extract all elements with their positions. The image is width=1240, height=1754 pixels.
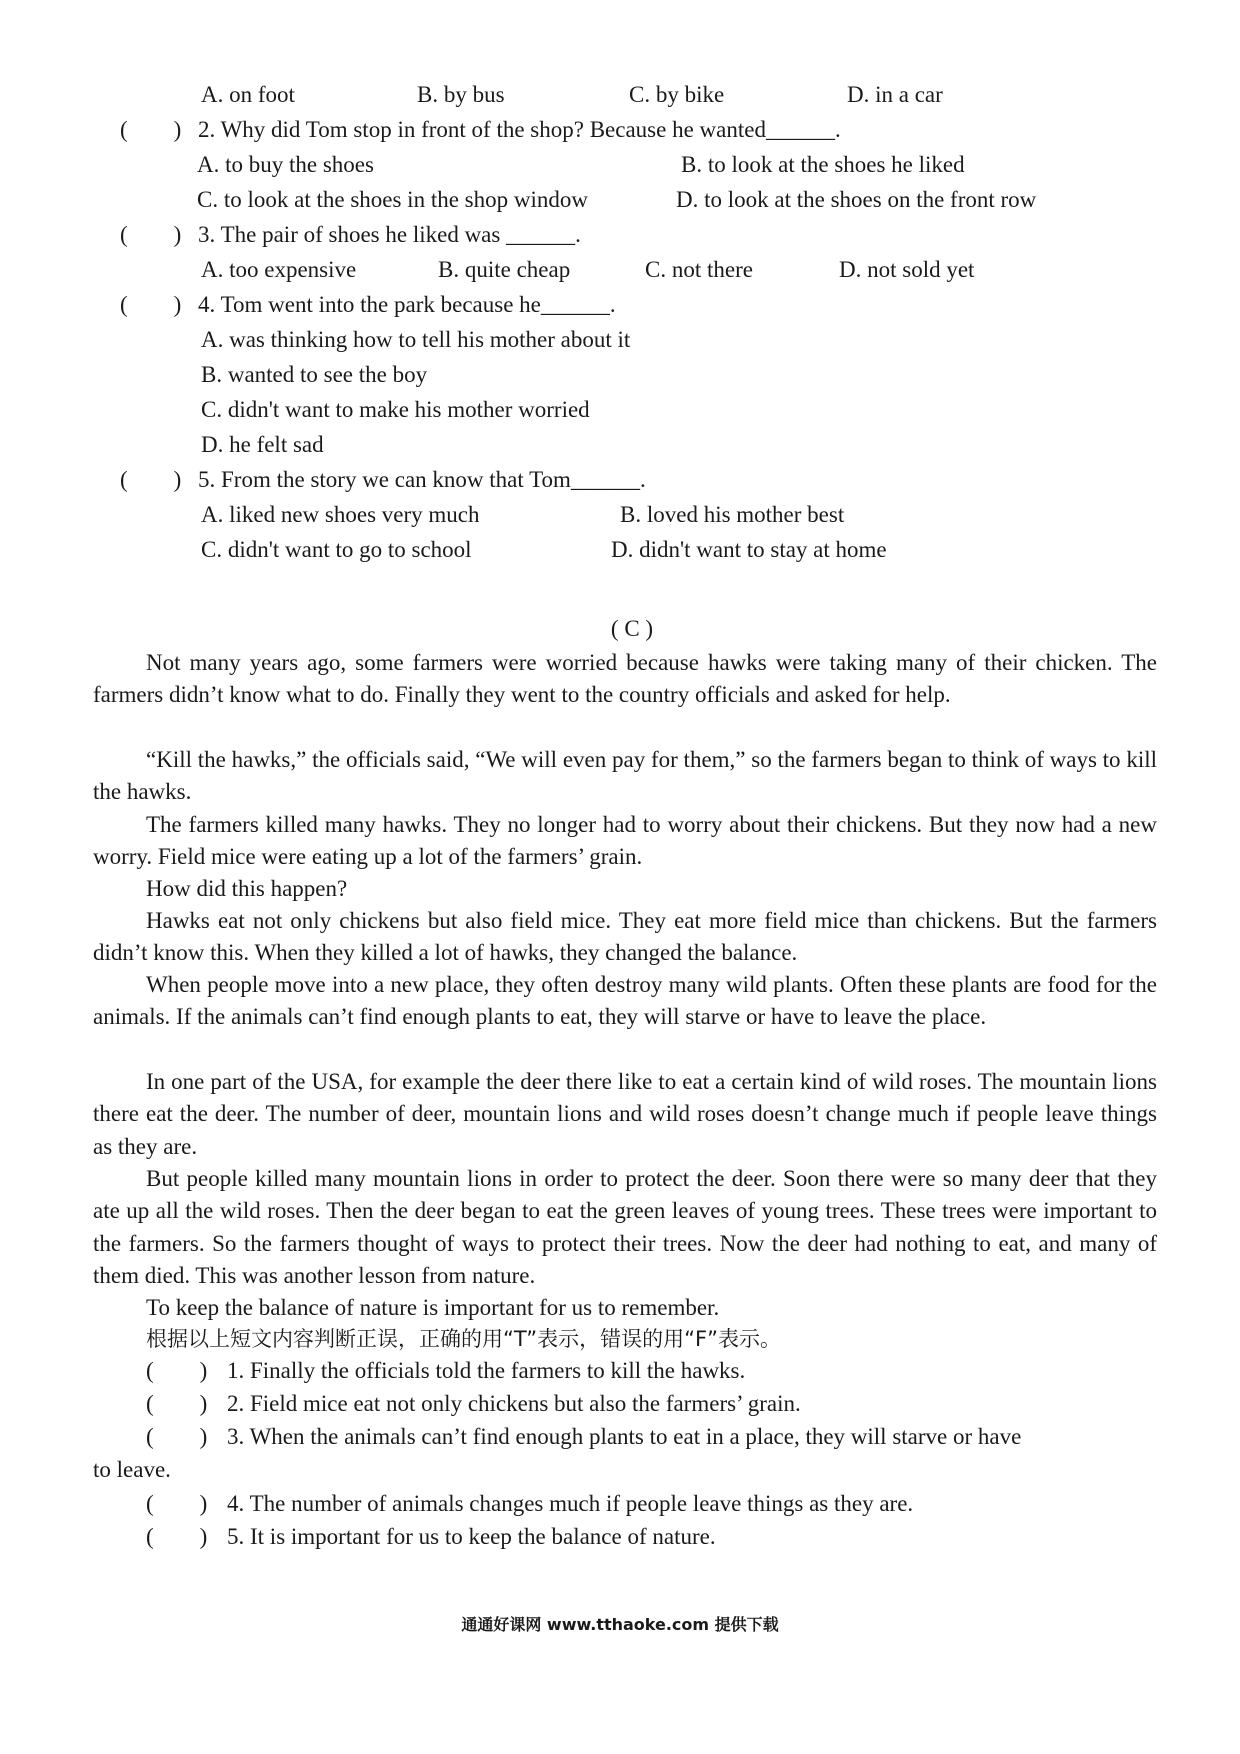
q4-answer-blank[interactable]: ( ) [120, 292, 182, 317]
q5-option-b: B. loved his mother best [620, 502, 845, 527]
tf5-answer-blank[interactable]: ( ) [146, 1524, 208, 1549]
q2-stem: 2. Why did Tom stop in front of the shop? Because he wanted______. [198, 117, 841, 142]
tf-statement-3: 3. When the animals can’t find enough plants to eat in a place, they will starve or have [227, 1424, 1022, 1449]
tf3-answer-blank[interactable]: ( ) [146, 1424, 208, 1449]
q2-option-a: A. to buy the shoes [197, 152, 374, 177]
tf4-answer-blank[interactable]: ( ) [146, 1491, 208, 1516]
page-footer: 通通好课网 www.tthaoke.com 提供下载 [461, 1615, 779, 1634]
q5-option-c: C. didn't want to go to school [201, 537, 472, 562]
passage-paragraph: Hawks eat not only chickens but also field mice. They eat more field mice than chickens. But the farmers didn’t know this. When they killed a lot of hawks, they changed the balance. [93, 908, 1157, 966]
q2-option-b: B. to look at the shoes he liked [681, 152, 965, 177]
q5-stem: 5. From the story we can know that Tom______. [198, 467, 646, 492]
passage-paragraph: How did this happen? [146, 876, 348, 901]
q3-option-a: A. too expensive [201, 257, 357, 282]
q3-option-d: D. not sold yet [839, 257, 975, 282]
q3-answer-blank[interactable]: ( ) [120, 222, 182, 247]
q3-stem: 3. The pair of shoes he liked was ______. [198, 222, 581, 247]
section-c-heading: ( C ) [610, 616, 654, 641]
passage-paragraph: To keep the balance of nature is important for us to remember. [146, 1295, 720, 1320]
q2-option-d: D. to look at the shoes on the front row [676, 187, 1037, 212]
q4-option-b: B. wanted to see the boy [201, 362, 428, 387]
tf1-answer-blank[interactable]: ( ) [146, 1358, 208, 1383]
q3-option-c: C. not there [645, 257, 753, 282]
q1-option-d: D. in a car [847, 82, 943, 107]
q1-option-b: B. by bus [417, 82, 505, 107]
q4-option-c: C. didn't want to make his mother worried [201, 397, 590, 422]
passage-paragraph: When people move into a new place, they often destroy many wild plants. Often these plants are food for the animals. If the animals can’t find enough plants to eat, they will starve or have to leave the place. [93, 972, 1157, 1030]
q2-answer-blank[interactable]: ( ) [120, 117, 182, 142]
tf-statement-1: 1. Finally the officials told the farmers to kill the hawks. [227, 1358, 746, 1383]
q1-option-a: A. on foot [201, 82, 295, 107]
passage-paragraph: “Kill the hawks,” the officials said, “We will even pay for them,” so the farmers began to think of ways to kill the hawks. [93, 747, 1157, 805]
tf-statement-4: 4. The number of animals changes much if people leave things as they are. [227, 1491, 914, 1516]
q5-option-a: A. liked new shoes very much [201, 502, 480, 527]
q5-answer-blank[interactable]: ( ) [120, 467, 182, 492]
tf2-answer-blank[interactable]: ( ) [146, 1391, 208, 1416]
q5-option-d: D. didn't want to stay at home [611, 537, 887, 562]
q4-option-d: D. he felt sad [201, 432, 324, 457]
passage-paragraph: Not many years ago, some farmers were worried because hawks were taking many of their chicken. The farmers didn’t know what to do. Finally they went to the country officials and asked for help. [93, 650, 1157, 708]
q2-option-c: C. to look at the shoes in the shop window [197, 187, 588, 212]
passage-paragraph: The farmers killed many hawks. They no longer had to worry about their chickens. But they now had a new worry. Field mice were eating up a lot of the farmers’ grain. [93, 812, 1157, 870]
tf-statement-3-continued: to leave. [93, 1457, 171, 1482]
q4-option-a: A. was thinking how to tell his mother about it [201, 327, 631, 352]
true-false-instruction: 根据以上短文内容判断正误，正确的用“T”表示，错误的用“F”表示。 [146, 1327, 781, 1351]
q4-stem: 4. Tom went into the park because he______. [198, 292, 616, 317]
tf-statement-2: 2. Field mice eat not only chickens but also the farmers’ grain. [227, 1391, 801, 1416]
passage-paragraph: But people killed many mountain lions in order to protect the deer. Soon there were so many deer that they ate up all the wild roses. Then the deer began to eat the green leaves of young trees. These trees were important to the farmers. So the farmers thought of ways to protect their trees. Now the deer had nothing to eat, and many of them died. This was another lesson from nature. [93, 1166, 1157, 1288]
q1-option-c: C. by bike [629, 82, 725, 107]
passage-paragraph: In one part of the USA, for example the deer there like to eat a certain kind of wild roses. The mountain lions there eat the deer. The number of deer, mountain lions and wild roses doesn’t change much if people leave things as they are. [93, 1069, 1157, 1159]
q3-option-b: B. quite cheap [438, 257, 571, 282]
tf-statement-5: 5. It is important for us to keep the balance of nature. [227, 1524, 716, 1549]
